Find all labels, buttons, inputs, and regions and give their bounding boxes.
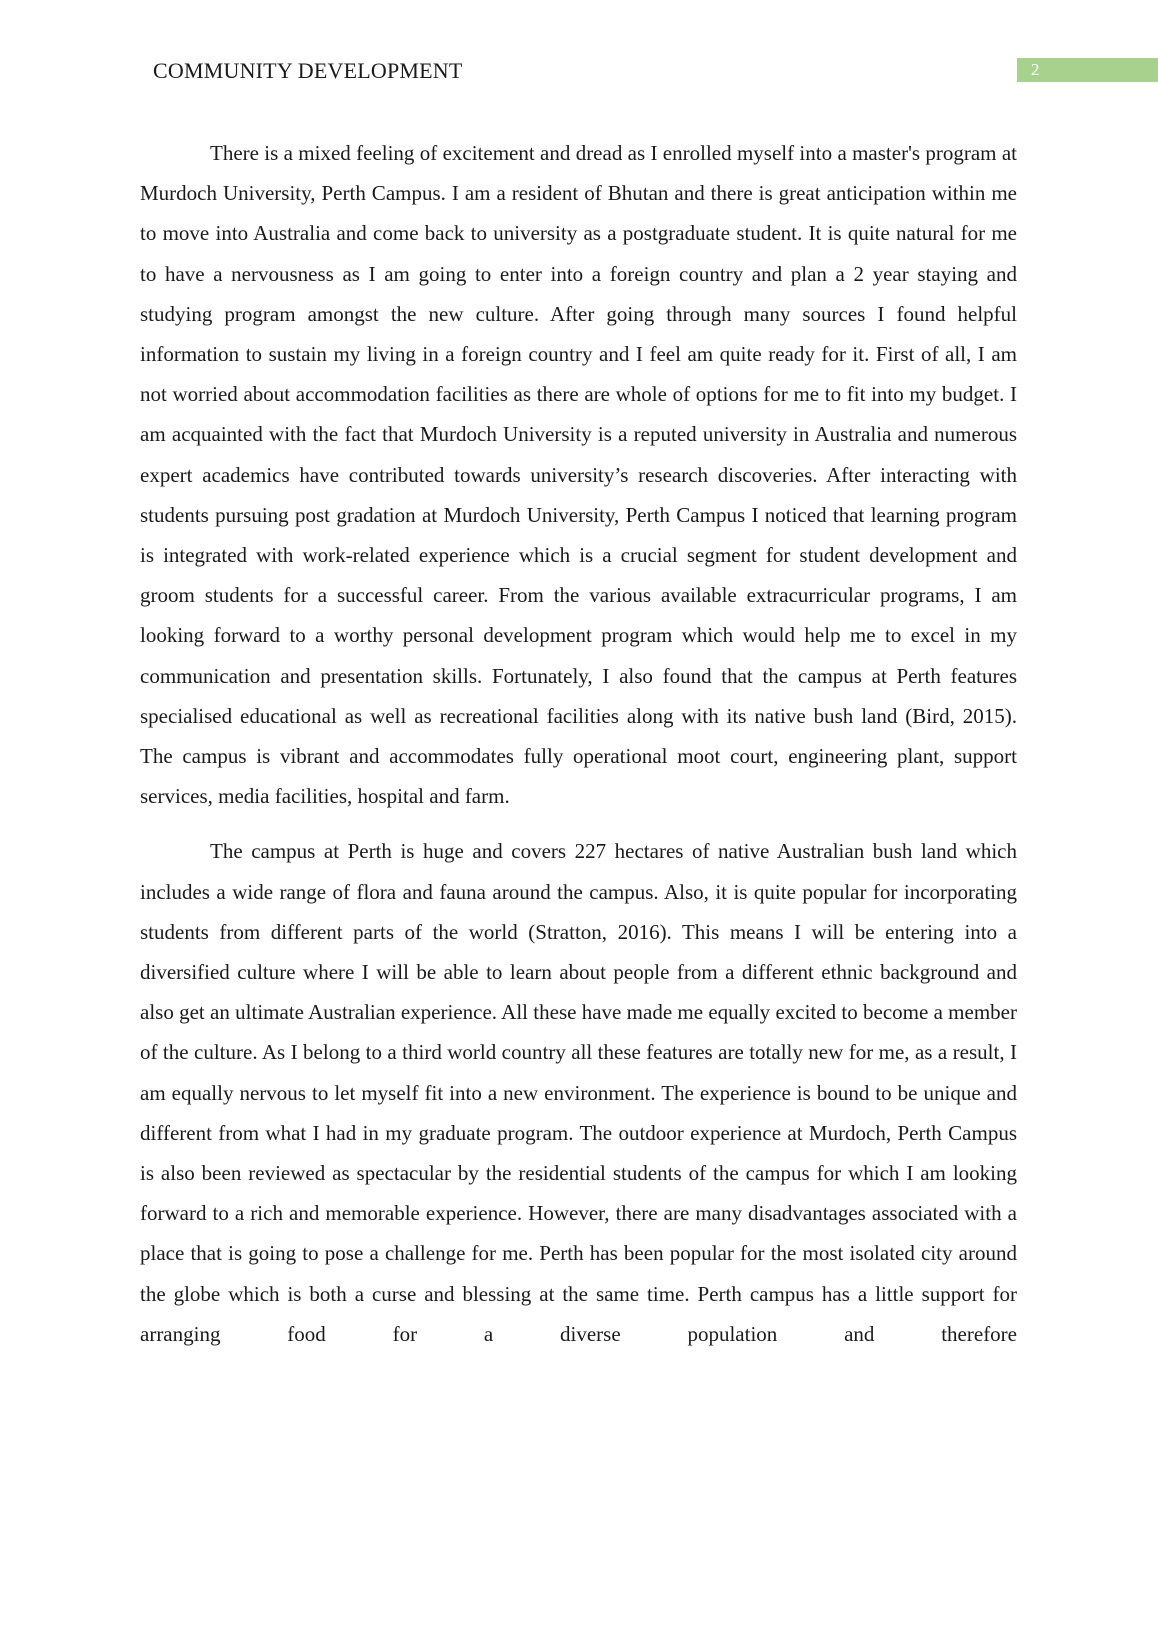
- page-number-badge: 2: [1017, 58, 1158, 82]
- document-body: [140, 133, 1017, 1409]
- running-header-title: COMMUNITY DEVELOPMENT: [153, 58, 463, 83]
- body-paragraph-1: There is a mixed feeling of excitement and dread as I enrolled myself into a master's program at Murdoch University, Perth Campus. I am a resident of Bhutan and there is great anticipation within me to move into Australia and come back to university as a postgraduate student. It is quite natural for me to have a nervousness as I am going to enter into a foreign country and plan a 2 year staying and studying program amongst the new culture. After going through many sources I found helpful information to sustain my living in a foreign country and I feel am quite ready for it. First of all, I am not worried about accommodation facilities as there are whole of options for me to fit into my budget. I am acquainted with the fact that Murdoch University is a reputed university in Australia and numerous expert academics have contributed towards university’s research discoveries. After interacting with students pursuing post gradation at Murdoch University, Perth Campus I noticed that learning program is integrated with work-related experience which is a crucial segment for student development and groom students for a successful career. From the various available extracurricular programs, I am looking forward to a worthy personal development program which would help me to excel in my communication and presentation skills. Fortunately, I also found that the campus at Perth features specialised educational as well as recreational facilities along with its native bush land (Bird, 2015). The campus is vibrant and accommodates fully operational moot court, engineering plant, support services, media facilities, hospital and farm.: [140, 141, 1017, 809]
- body-paragraph-2: The campus at Perth is huge and covers 227 hectares of native Australian bush land which includes a wide range of flora and fauna around the campus. Also, it is quite popular for incorporating students from different parts of the world (Stratton, 2016). This means I will be entering into a diversified culture where I will be able to learn about people from a different ethnic background and also get an ultimate Australian experience. All these have made me equally excited to become a member of the culture. As I belong to a third world country all these features are totally new for me, as a result, I am equally nervous to let myself fit into a new environment. The experience is bound to be unique and different from what I had in my graduate program. The outdoor experience at Murdoch, Perth Campus is also been reviewed as spectacular by the residential students of the campus for which I am looking forward to a rich and memorable experience. However, there are many disadvantages associated with a place that is going to pose a challenge for me. Perth has been popular for the most isolated city around the globe which is both a curse and blessing at the same time. Perth campus has a little support for arranging food for a diverse population and therefore: [140, 839, 1017, 1346]
